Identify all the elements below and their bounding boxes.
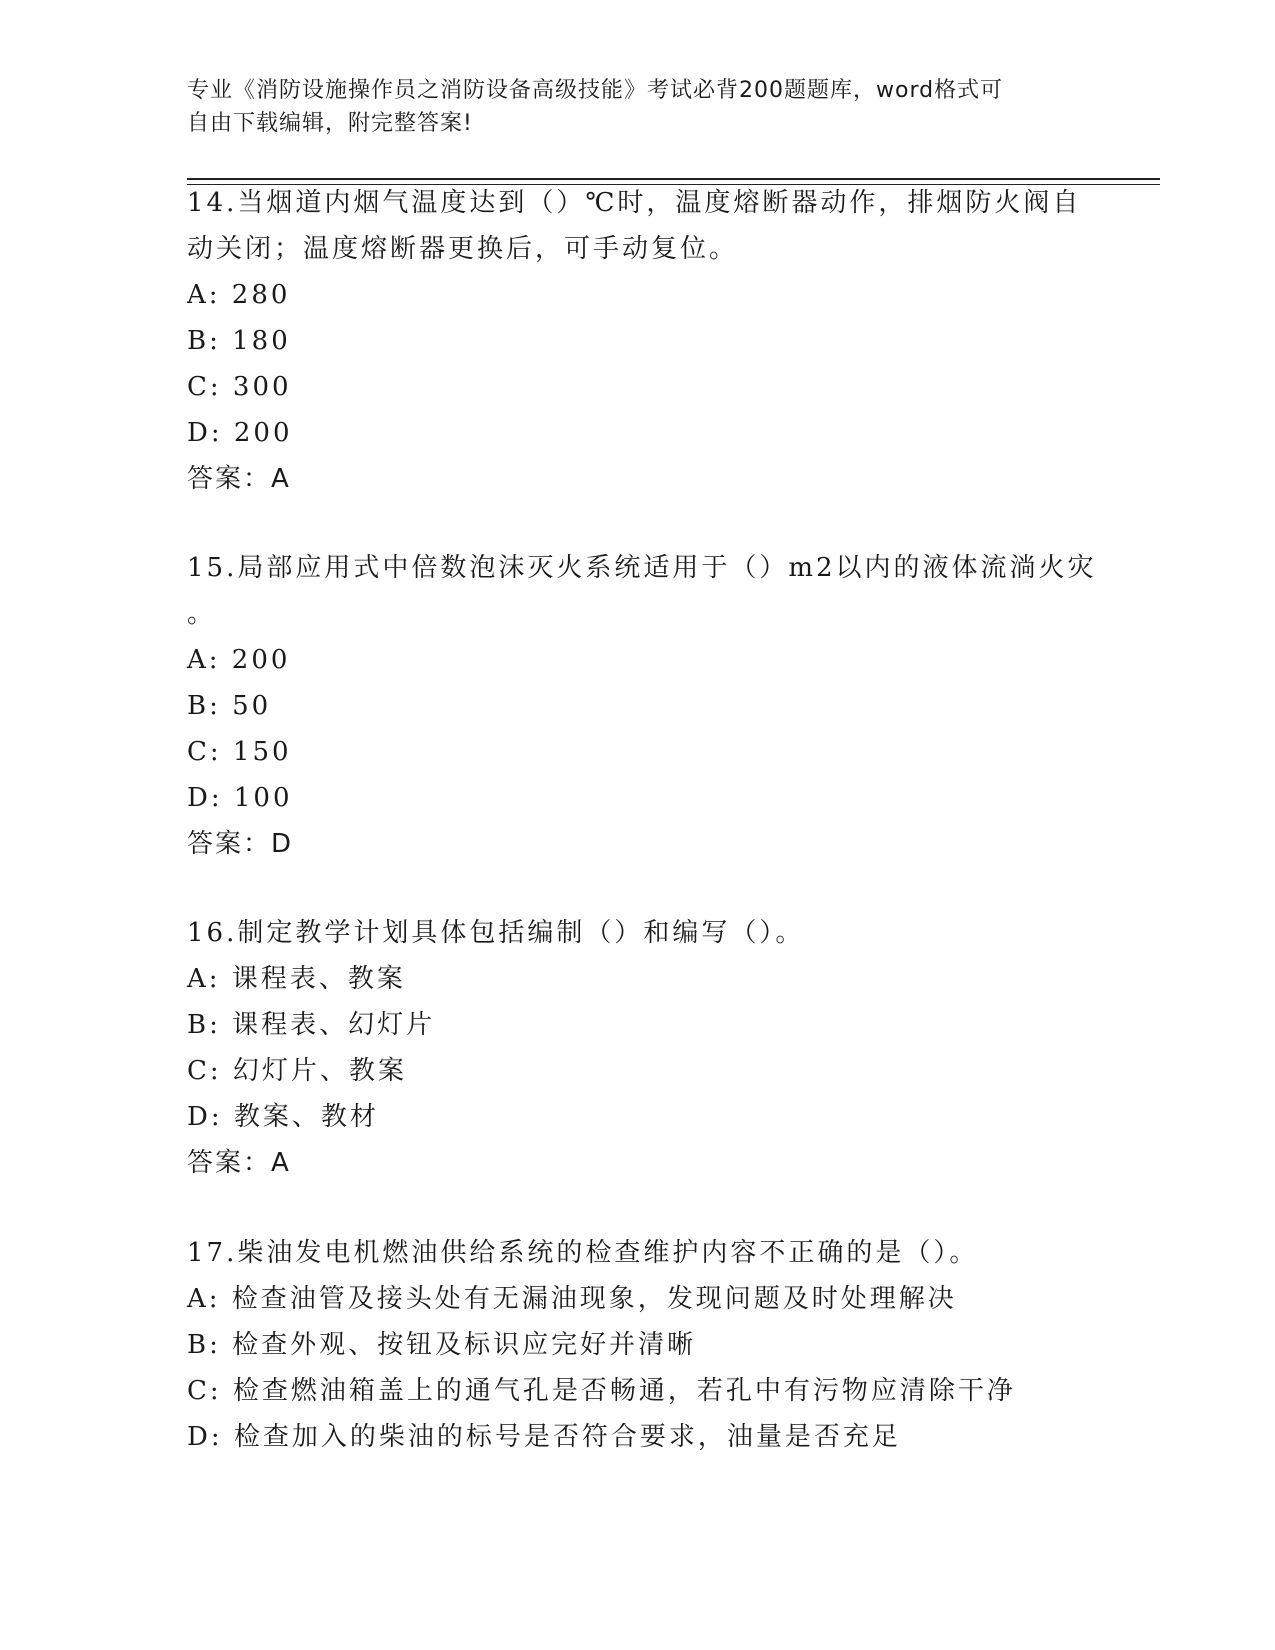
option-c: C: 150 (187, 737, 292, 767)
option-c: C: 检查燃油箱盖上的通气孔是否畅通，若孔中有污物应清除干净 (187, 1376, 1016, 1406)
option-a: A: 200 (187, 645, 291, 675)
question-text-line-1: 16.制定教学计划具体包括编制（）和编写（）。 (187, 918, 805, 948)
option-c: C: 300 (187, 372, 292, 402)
answer: 答案：A (187, 464, 291, 494)
question-15 (187, 545, 1107, 867)
question-14 (187, 180, 1107, 502)
question-16 (187, 910, 1107, 1186)
question-text-line-1: 15.局部应用式中倍数泡沫灭火系统适用于（）m2以内的液体流淌火灾 (187, 553, 1097, 583)
question-17 (187, 1230, 1107, 1460)
option-c: C: 幻灯片、教案 (187, 1056, 407, 1086)
question-text-line-1: 14.当烟道内烟气温度达到（）℃时，温度熔断器动作，排烟防火阀自 (187, 188, 1082, 218)
option-b: B: 50 (187, 691, 272, 721)
document-header (187, 74, 1087, 140)
option-a: A: 课程表、教案 (187, 964, 406, 994)
option-d: D: 100 (187, 783, 293, 813)
question-text-line-1: 17.柴油发电机燃油供给系统的检查维护内容不正确的是（）。 (187, 1238, 979, 1268)
option-b: B: 课程表、幻灯片 (187, 1010, 436, 1040)
header-line-2: 自由下载编辑，附完整答案! (187, 111, 473, 136)
option-b: B: 检查外观、按钮及标识应完好并清晰 (187, 1330, 697, 1360)
answer: 答案：A (187, 1148, 291, 1178)
question-text-line-2: 。 (187, 599, 217, 629)
header-line-1: 专业《消防设施操作员之消防设备高级技能》考试必背200题题库，word格式可 (187, 78, 1004, 103)
option-b: B: 180 (187, 326, 291, 356)
option-a: A: 检查油管及接头处有无漏油现象，发现问题及时处理解决 (187, 1284, 957, 1314)
option-d: D: 200 (187, 418, 293, 448)
option-d: D: 检查加入的柴油的标号是否符合要求，油量是否充足 (187, 1422, 901, 1452)
question-text-line-2: 动关闭；温度熔断器更换后，可手动复位。 (187, 234, 739, 264)
option-a: A: 280 (187, 280, 291, 310)
answer: 答案：D (187, 829, 294, 859)
option-d: D: 教案、教材 (187, 1102, 379, 1132)
